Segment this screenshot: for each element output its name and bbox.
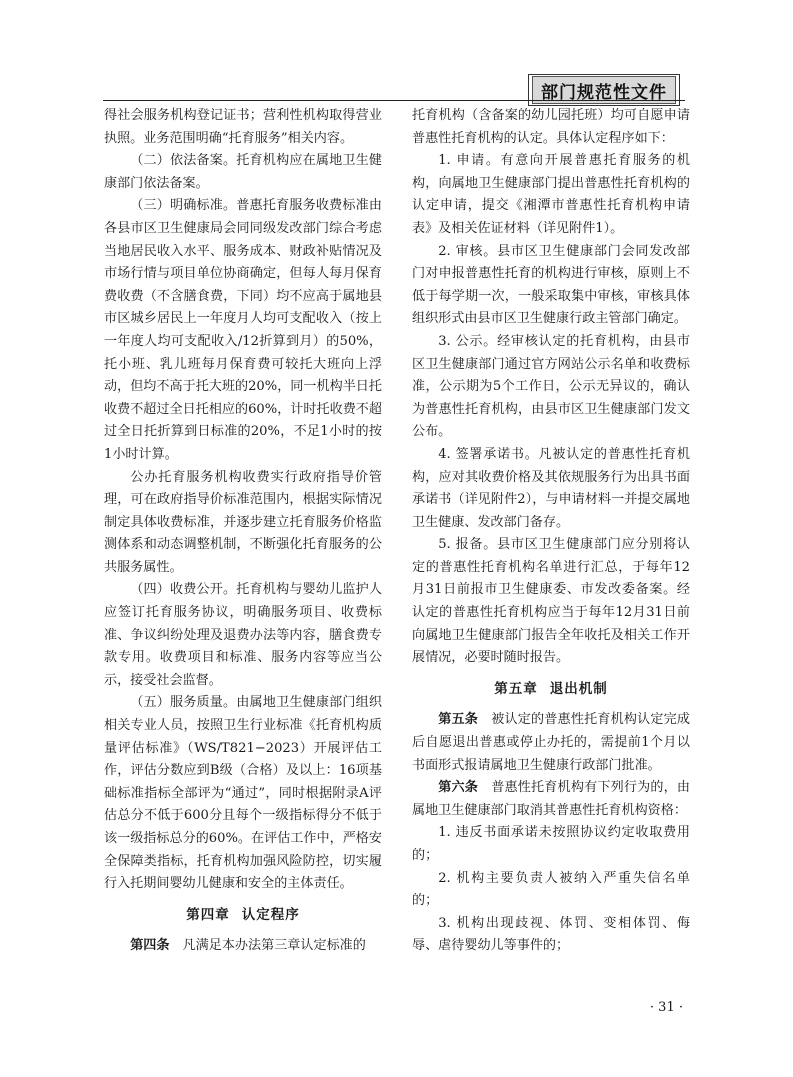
article-paragraph [104, 935, 382, 958]
section-badge-label: 部门规范性文件 [532, 76, 676, 104]
article-text: 被认定的普惠性托育机构认定完成后自愿退出普惠或停止办托的，需提前1个月以书面形式报请属地卫生健康行政部门批准。 [412, 712, 691, 773]
section-badge [528, 74, 680, 106]
body-paragraph: 2. 审核。县市区卫生健康部门会同发改部门对申报普惠性托育的机构进行审核，原则上不低于每学期一次，一般采取集中审核，审核具体组织形式由县市区卫生健康行政主管部门确定。 [412, 243, 690, 327]
body-paragraph: 公办托育服务机构收费实行政府指导价管理，可在政府指导价标准范围内，根据实际情况制定具体收费标准，并逐步建立托育服务价格监测体系和动态调整机制，不断强化托育服务的公共服务属性。 [104, 469, 382, 575]
chapter-heading [412, 678, 690, 701]
body-paragraph: 2. 机构主要负责人被纳入严重失信名单的； [412, 870, 690, 909]
body-paragraph: （二）依法备案。托育机构应在属地卫生健康部门依法备案。 [104, 153, 382, 191]
chapter-title: 认定程序 [241, 906, 300, 923]
body-paragraph: 3. 公示。经审核认定的托育机构，由县市区卫生健康部门通过官方网站公示名单和收费标准，公示期为5个工作日，公示无异议的，确认为普惠性托育机构，由县市区卫生健康部门发文公布。 [412, 333, 690, 440]
article-paragraph [412, 709, 690, 777]
article-text: 普惠性托育机构有下列行为的，由属地卫生健康部门取消其普惠性托育机构资格： [412, 780, 691, 818]
chapter-number: 第四章 [186, 906, 230, 923]
body-paragraph: 5. 报备。县市区卫生健康部门应分别将认定的普惠性托育机构名单进行汇总，于每年12月31日前报市卫生健康委、市发改委备案。经认定的普惠性托育机构应当于每年12月31日前向属地卫生健康部门报告全年收托及相关工作开展情况，必要时随时报告。 [412, 537, 690, 666]
left-column [104, 105, 382, 958]
header-rule [103, 100, 685, 101]
body-paragraph: 托育机构（含备案的幼儿园托班）均可自愿申请普惠性托育机构的认定。具体认定程序如下： [412, 108, 690, 146]
right-column [412, 105, 690, 958]
chapter-heading [104, 904, 382, 927]
article-label: 第四条 [130, 938, 170, 954]
body-paragraph: 1. 申请。有意向开展普惠托育服务的机构，向属地卫生健康部门提出普惠性托育机构的认定申请，提交《湘潭市普惠性托育机构申请表》及相关佐证材料（详见附件1）。 [412, 153, 690, 236]
body-paragraph: 4. 签署承诺书。凡被认定的普惠性托育机构，应对其收费价格及其依规服务行为出具书面承诺书（详见附件2），与申请材料一并提交属地卫生健康、发改部门备存。 [412, 446, 690, 530]
article-text: 凡满足本办法第三章认定标准的 [182, 938, 366, 954]
article-paragraph [412, 777, 690, 822]
body-paragraph: 得社会服务机构登记证书；营利性机构取得营业执照。业务范围明确“托育服务”相关内容。 [104, 108, 382, 146]
chapter-number: 第五章 [494, 680, 538, 697]
article-label: 第五条 [438, 712, 478, 728]
body-paragraph: （四）收费公开。托育机构与婴幼儿监护人应签订托育服务协议，明确服务项目、收费标准、争议纠纷处理及退费办法等内容，膳食费专款专用。收费项目和标准、服务内容等应当公示，接受社会监督。 [104, 582, 382, 688]
body-paragraph: （三）明确标准。普惠托育服务收费标准由各县市区卫生健康局会同同级发改部门综合考虑当地居民收入水平、服务成本、财政补贴情况及市场行情与项目单位协商确定，但每人每月保育费收费（不含膳食费，下同）均不应高于属地县市区城乡居民上一年度月人均可支配收入（按上一年度人均可支配收入/12折算到月）的50%，托小班、乳儿班每月保育费可较托大班向上浮动，但均不高于托大班的20%，同一机构半日托收费不超过全日托相应的60%，计时托收费不超过全日托折算到日标准的20%，不足1小时的按1小时计算。 [104, 198, 382, 462]
page-number: · 31 · [649, 1000, 683, 1015]
body-paragraph: 1. 违反书面承诺未按照协议约定收取费用的； [412, 825, 690, 863]
body-paragraph: （五）服务质量。由属地卫生健康部门组织相关专业人员，按照卫生行业标准《托育机构质量评估标准》（WS/T821−2023）开展评估工作，评估分数应到B级（合格）及以上：16项基础标准指标全部评为“通过”，同时根据附录A评估总分不低于600分且每个一级指标得分不低于该一级指标总分的60%。在评估工作中，严格安全保障类指标，托育机构加强风险防控，切实履行入托期间婴幼儿健康和安全的主体责任。 [104, 695, 382, 892]
article-label: 第六条 [438, 780, 478, 796]
chapter-title: 退出机制 [549, 680, 608, 697]
body-paragraph: 3. 机构出现歧视、体罚、变相体罚、侮辱、虐待婴幼儿等事件的； [412, 915, 690, 954]
